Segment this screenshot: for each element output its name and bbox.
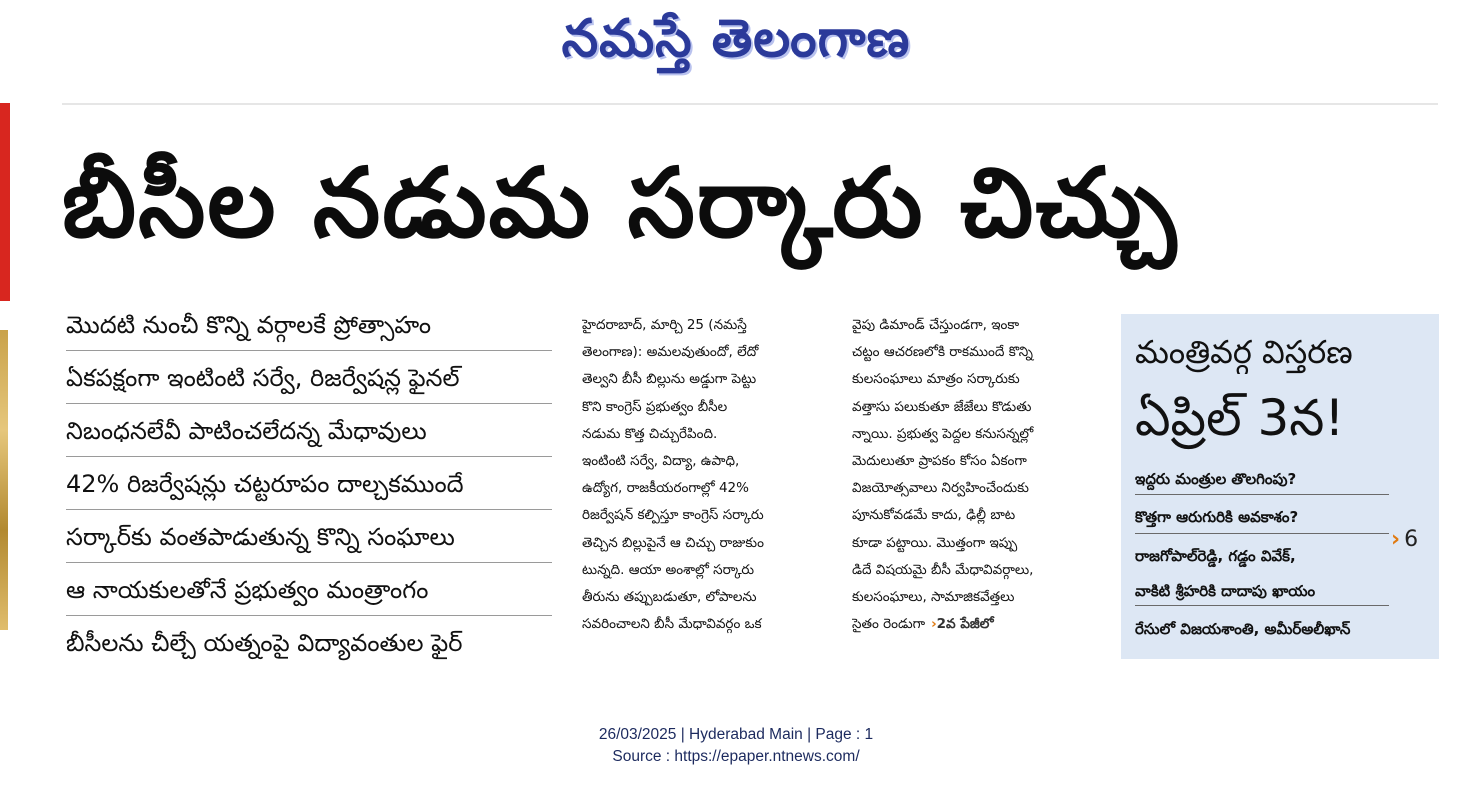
article-line: విజయోత్సవాలు నిర్వహించేందుకు bbox=[852, 480, 1029, 497]
article-line: వైపు డిమాండ్ చేస్తుండగా, ఇంకా bbox=[852, 317, 1020, 333]
article-line: ఉద్యోగ, రాజకీయరంగాల్లో 42% bbox=[582, 480, 749, 497]
chevron-right-icon: › bbox=[931, 616, 937, 633]
article-column-1 bbox=[582, 312, 822, 638]
sidebar-item: కొత్తగా ఆరుగురికి అవకాశం? bbox=[1135, 508, 1299, 526]
article-line: డిదే విషయమై బీసీ మేధావివర్గాలు, bbox=[852, 561, 1034, 578]
continued-label: 2వ పేజీలో bbox=[936, 616, 994, 633]
highlight-point: ఏకపక్షంగా ఇంటింటి సర్వే, రిజర్వేషన్ల ఫైనల్ bbox=[66, 353, 552, 404]
sidebar-title: మంత్రివర్గ విస్తరణ bbox=[1135, 333, 1353, 371]
article-line: మెదులుతూ ప్రాపకం కోసం ఏకంగా bbox=[852, 452, 1027, 469]
highlight-point: సర్కార్‌కు వంతపాడుతున్న కొన్ని సంఘాలు bbox=[66, 512, 552, 563]
article-line: సవరించాలని బీసీ మేధావివర్గం ఒక bbox=[582, 616, 762, 633]
highlight-point: ఆ నాయకులతోనే ప్రభుత్వం మంత్రాంగం bbox=[66, 565, 552, 616]
highlight-points bbox=[66, 298, 552, 668]
article-line: కులసంఘాలు మాత్రం సర్కారుకు bbox=[852, 371, 1020, 388]
sidebar-item: రాజగోపాల్‌రెడ్డి, గడ్డం వివేక్, bbox=[1135, 547, 1296, 565]
article-line: హైదరాబాద్, మార్చి 25 (నమస్తే bbox=[582, 317, 747, 333]
article-line: ఇంటింటి సర్వే, విద్యా, ఉపాధి, bbox=[582, 452, 740, 469]
article-column-2 bbox=[852, 312, 1092, 638]
article-last-line bbox=[852, 611, 1092, 638]
article-line: పూనుకోవడమే కాదు, ఢిల్లీ బాట bbox=[852, 507, 1016, 524]
article-line: రిజర్వేషన్ కల్పిస్తూ కాంగ్రెస్ సర్కారు bbox=[582, 507, 764, 524]
article-line: వత్తాసు పలుకుతూ జేజేలు కొడుతు bbox=[852, 398, 1032, 415]
highlight-point: బీసీలను చీల్చే యత్నంపై విద్యావంతుల ఫైర్ bbox=[66, 629, 463, 657]
sidebar-big-headline: ఏప్రిల్ 3న! bbox=[1135, 389, 1345, 447]
sidebar-item: ఇద్దరు మంత్రుల తొలగింపు? bbox=[1135, 470, 1297, 488]
newspaper-logo: నమస్తే తెలంగాణ bbox=[561, 9, 911, 69]
sidebar-item: వాకిటి శ్రీహరికి దాదాపు ఖాయం bbox=[1135, 582, 1316, 600]
highlight-point: నిబంధనలేవీ పాటించలేదన్న మేధావులు bbox=[66, 406, 552, 457]
highlight-point: 42% రిజర్వేషన్లు చట్టరూపం దాల్చకముందే bbox=[66, 459, 552, 510]
masthead bbox=[0, 0, 1472, 80]
article-line: కొని కాంగ్రెస్ ప్రభుత్వం బీసీల bbox=[582, 398, 728, 415]
sidebar-divider bbox=[1135, 494, 1389, 495]
footer-source[interactable]: Source : https://epaper.ntnews.com/ bbox=[612, 748, 860, 765]
article-line: టున్నది. ఆయా అంశాల్లో సర్కారు bbox=[582, 561, 755, 578]
article-line: తెచ్చిన బిల్లుపైనే ఆ చిచ్చు రాజుకుం bbox=[582, 534, 764, 551]
page-footer bbox=[0, 724, 1472, 768]
continued-on-page-link[interactable] bbox=[931, 616, 994, 632]
highlight-point: మొదటి నుంచీ కొన్ని వర్గాలకే ప్రోత్సాహం bbox=[66, 300, 552, 351]
article-line: న్నాయి. ప్రభుత్వ పెద్దల కనుసన్నల్లో bbox=[852, 425, 1034, 442]
page-number: 6 bbox=[1404, 527, 1419, 552]
main-headline: బీసీల నడుమ సర్కారు చిచ్చు bbox=[62, 147, 1179, 259]
article-line: నడుమ కొత్త చిచ్చురేపింది. bbox=[582, 425, 718, 442]
article-line: సైతం రెండుగా bbox=[852, 616, 926, 633]
adjacent-page-edge-gold bbox=[0, 330, 8, 630]
article-line: చట్టం ఆచరణలోకి రాకముందే కొన్ని bbox=[852, 344, 1033, 361]
adjacent-page-edge-red bbox=[0, 103, 10, 301]
sidebar-item: రేసులో విజయశాంతి, అమీర్‌అలీఖాన్ bbox=[1135, 620, 1351, 638]
article-line: తీరును తప్పుబడుతూ, లోపాలను bbox=[582, 588, 757, 605]
cabinet-expansion-box bbox=[1121, 314, 1439, 659]
article-line: కూడా పట్టాయి. మొత్తంగా ఇప్పు bbox=[852, 534, 1018, 551]
chevron-right-icon: › bbox=[1391, 527, 1401, 552]
top-divider bbox=[62, 103, 1438, 105]
article-line: తెలంగాణ): అమలవుతుందో, లేదో bbox=[582, 344, 759, 361]
sidebar-divider bbox=[1135, 605, 1389, 606]
sidebar-page-link[interactable] bbox=[1391, 527, 1418, 552]
footer-date-edition: 26/03/2025 | Hyderabad Main | Page : 1 bbox=[598, 726, 874, 743]
sidebar-divider bbox=[1135, 533, 1389, 534]
article-line: తెల్వని బీసీ బిల్లును అడ్డుగా పెట్టు bbox=[582, 371, 757, 388]
article-line: కులసంఘాలు, సామాజికవేత్తలు bbox=[852, 588, 1015, 605]
